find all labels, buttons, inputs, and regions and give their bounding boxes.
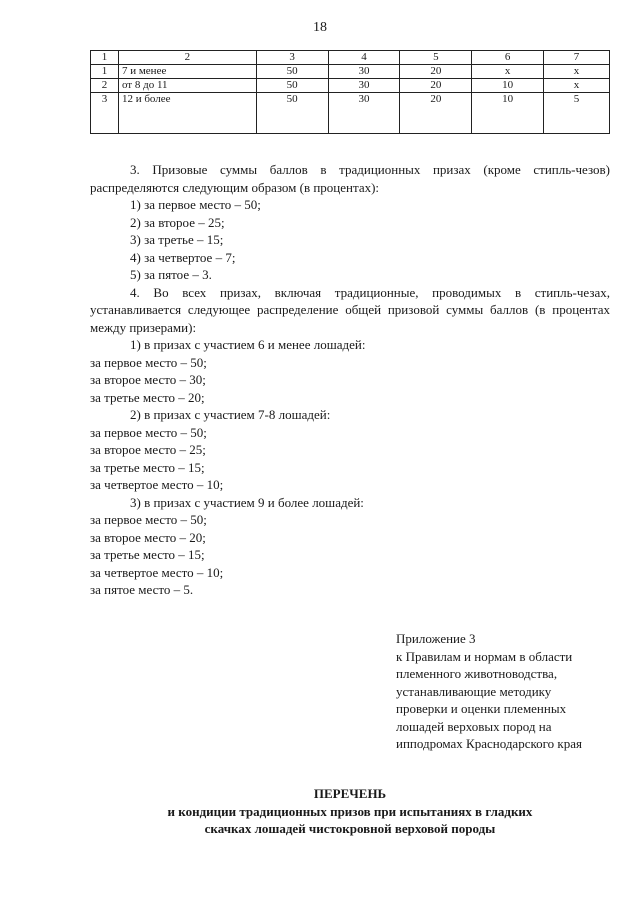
table-cell: 10	[472, 93, 544, 134]
group-heading: 3) в призах с участием 9 и более лошадей:	[130, 494, 364, 510]
table-cell: х	[544, 79, 610, 93]
table-cell: 2	[91, 79, 119, 93]
list-item: 3) за третье – 15;	[130, 232, 224, 247]
group-heading: 2) в призах с участием 7-8 лошадей:	[130, 407, 331, 422]
prize-table	[90, 50, 610, 134]
list-item: 5) за пятое – 3.	[130, 267, 212, 282]
table-cell: от 8 до 11	[118, 79, 256, 93]
table-cell: 7 и менее	[118, 65, 256, 79]
table-header-row	[91, 51, 610, 65]
section-3-intro: 3. Призовые суммы баллов в традиционных призах (кроме стипль-чезов) распределяются следующим образом (в процентах):	[90, 162, 610, 195]
list-item: за первое место – 50;	[90, 512, 207, 527]
table-header-cell: 1	[91, 51, 119, 65]
list-item: за четвертое место – 10;	[90, 477, 224, 492]
table-cell: 3	[91, 93, 119, 134]
table-header-cell: 2	[118, 51, 256, 65]
table-cell: 30	[328, 65, 400, 79]
table-cell: 50	[256, 79, 328, 93]
table-row	[91, 65, 610, 79]
list-item: за третье место – 15;	[90, 547, 205, 562]
table-cell: 20	[400, 79, 472, 93]
table-header-cell: 7	[544, 51, 610, 65]
list-item: за второе место – 30;	[90, 372, 206, 387]
list-item: за второе место – 20;	[90, 529, 206, 545]
table-header-cell: 5	[400, 51, 472, 65]
group-heading: 1) в призах с участием 6 и менее лошадей:	[130, 337, 366, 352]
appendix-line: ипподромах Краснодарского края	[396, 736, 582, 751]
list-item: за четвертое место – 10;	[90, 564, 224, 580]
table-cell: 10	[472, 79, 544, 93]
table-header-cell: 6	[472, 51, 544, 65]
list-item: 2) за второе – 25;	[130, 214, 225, 230]
table-cell: 50	[256, 65, 328, 79]
list-item: за третье место – 20;	[90, 389, 205, 405]
table-cell: х	[472, 65, 544, 79]
page-number: 18	[313, 20, 327, 35]
title-line: и кондиции традиционных призов при испытаниях в гладких	[167, 803, 533, 819]
table-cell: 20	[400, 65, 472, 79]
table-cell: 30	[328, 93, 400, 134]
list-item: за пятое место – 5.	[90, 582, 194, 597]
appendix-line: к Правилам и нормам в области	[396, 648, 573, 664]
table-row	[91, 79, 610, 93]
appendix-line: устанавливающие методику	[396, 683, 552, 699]
document-title	[90, 785, 610, 838]
appendix-line: проверки и оценки племенных	[396, 701, 567, 716]
table-header-cell: 4	[328, 51, 400, 65]
appendix-line: лошадей верховых пород на	[396, 718, 552, 734]
table-cell: 20	[400, 93, 472, 134]
table-header-cell: 3	[256, 51, 328, 65]
list-item: 4) за четвертое – 7;	[130, 249, 236, 265]
title-line: ПЕРЕЧЕНЬ	[313, 786, 387, 801]
body-text	[90, 161, 610, 599]
list-item: за первое место – 50;	[90, 424, 207, 440]
list-item: за третье место – 15;	[90, 459, 205, 475]
appendix-line: племенного животноводства,	[396, 666, 558, 681]
list-item: за первое место – 50;	[90, 354, 207, 370]
table-cell: 30	[328, 79, 400, 93]
section-4-intro: 4. Во всех призах, включая традиционные, проводимых в стипль-чезах, устанавливается следующее распределение общей призовой суммы баллов (в процентах между призерами):	[90, 284, 610, 335]
table-cell: 1	[91, 65, 119, 79]
list-item: за второе место – 25;	[90, 442, 206, 457]
title-line: скачках лошадей чистокровной верховой породы	[204, 821, 496, 836]
appendix-line: Приложение 3	[396, 631, 476, 646]
list-item: 1) за первое место – 50;	[130, 197, 261, 212]
table-cell: 50	[256, 93, 328, 134]
table-row	[91, 93, 610, 134]
table-cell: х	[544, 65, 610, 79]
table-cell: 5	[544, 93, 610, 134]
appendix-note	[396, 630, 621, 753]
table-cell: 12 и более	[118, 93, 256, 134]
